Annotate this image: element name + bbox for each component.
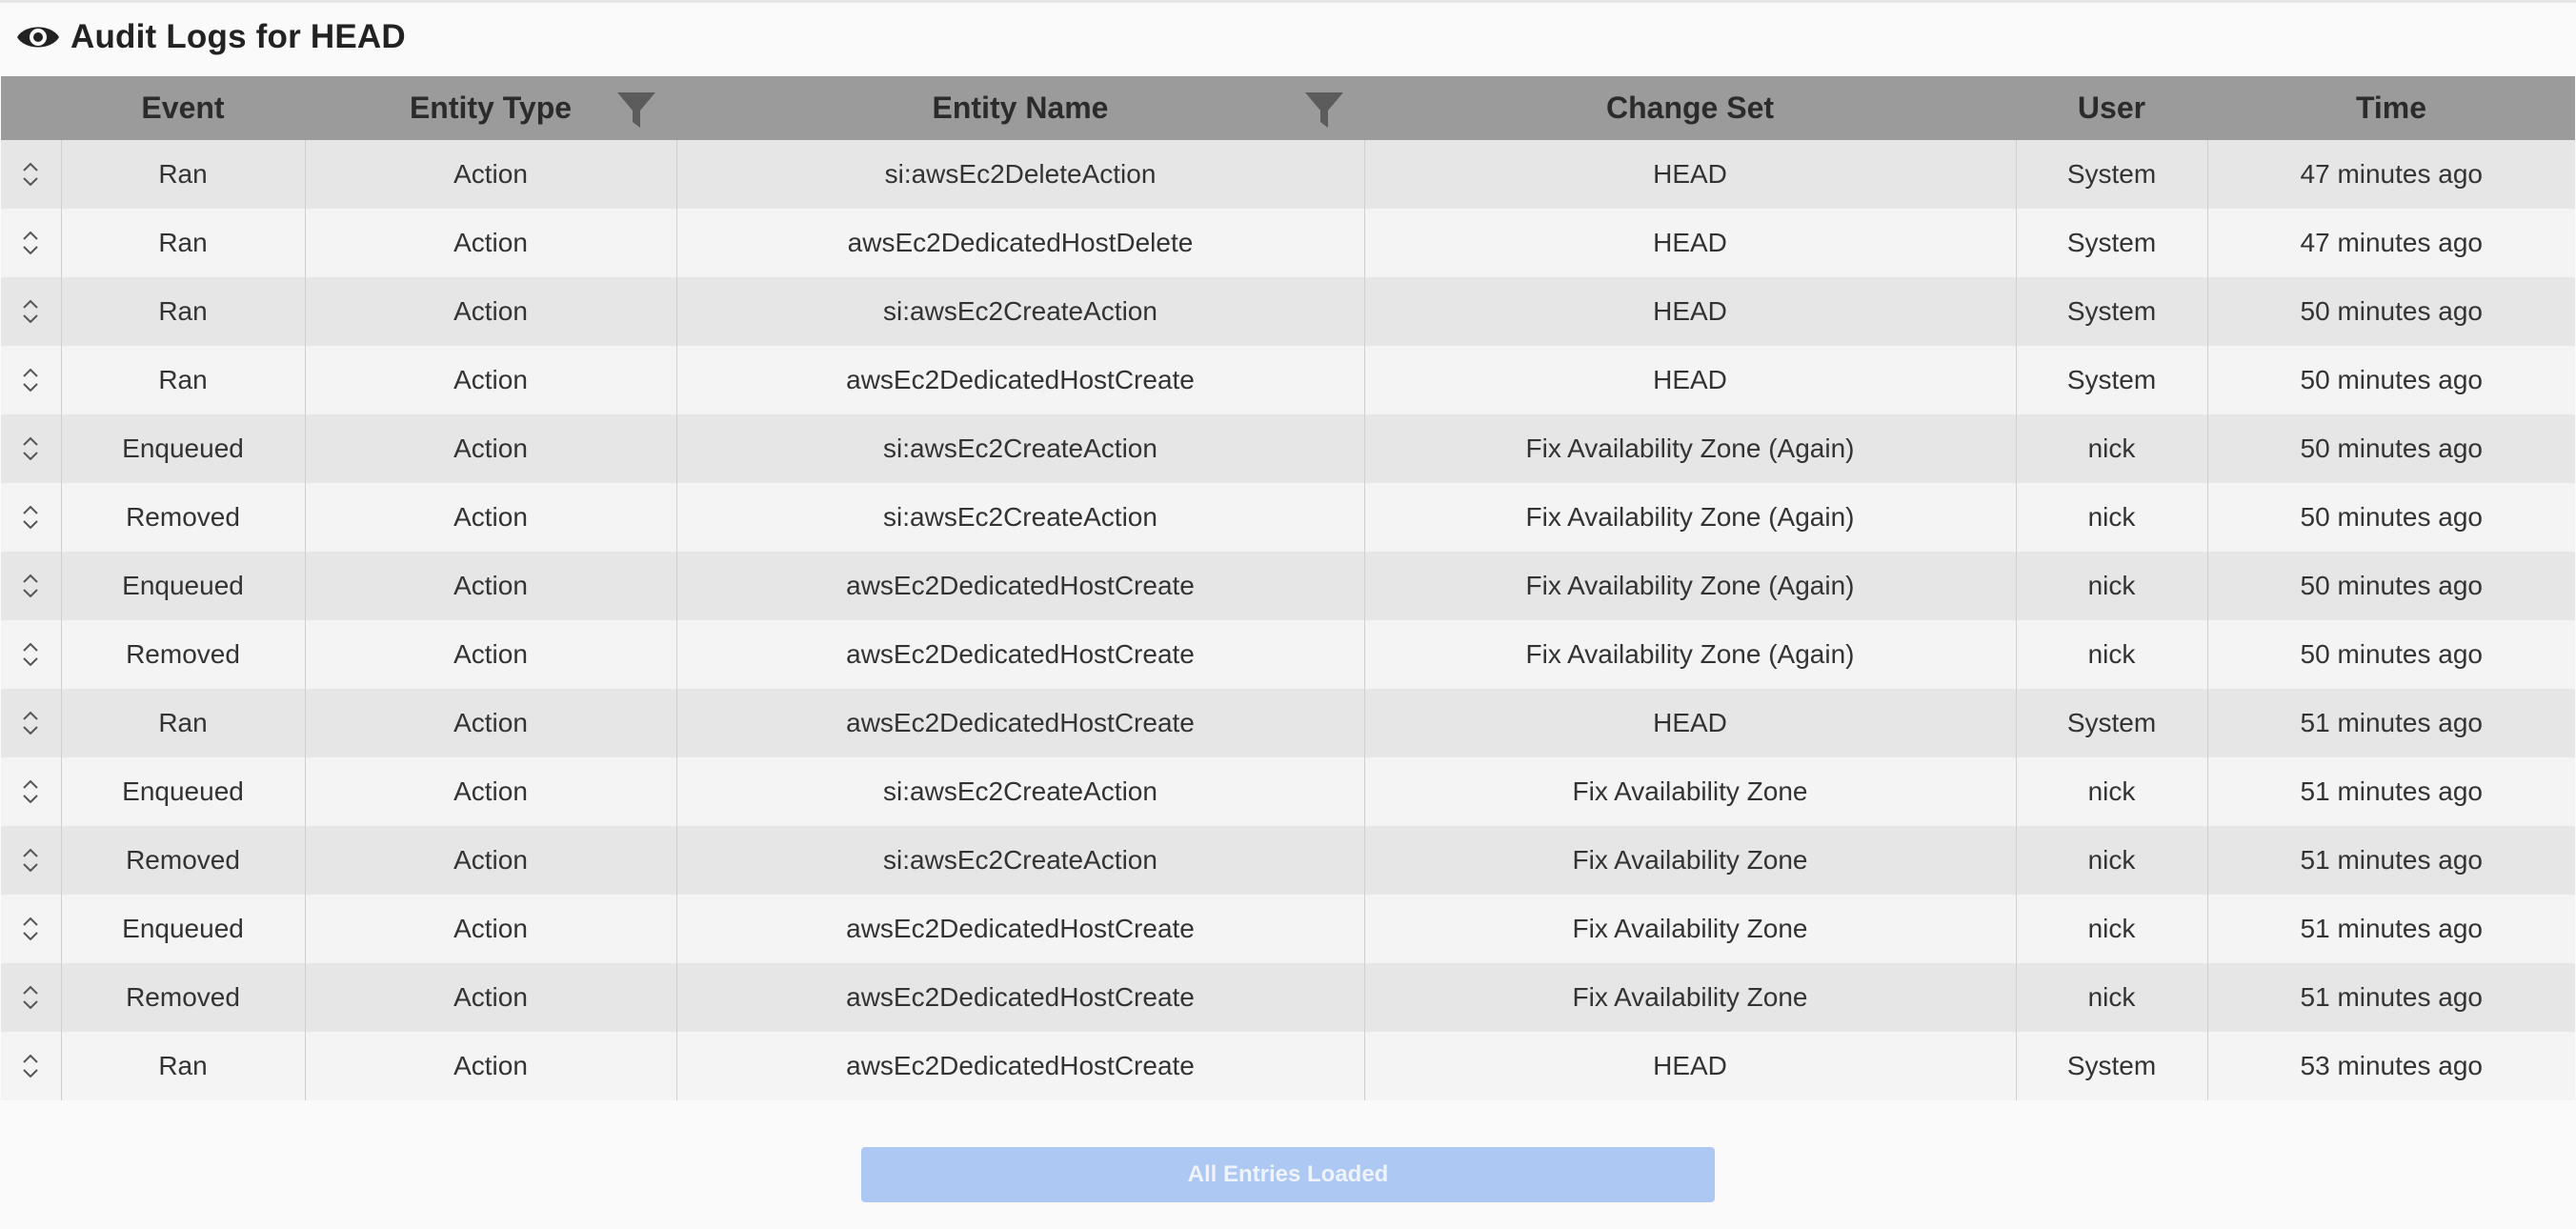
entity-type-cell: Action <box>305 209 676 277</box>
event-cell: Enqueued <box>61 552 305 620</box>
time-cell: 53 minutes ago <box>2300 1051 2483 1080</box>
entity-name-cell: si:awsEc2CreateAction <box>676 414 1364 483</box>
entity-type-cell: Action <box>305 346 676 414</box>
table-row[interactable] <box>1 140 2575 209</box>
change-set-cell: HEAD <box>1364 1032 2016 1100</box>
entity-type-cell: Action <box>305 483 676 552</box>
event-cell: Ran <box>61 689 305 757</box>
entity-name-cell: si:awsEc2CreateAction <box>676 277 1364 346</box>
table-row[interactable] <box>1 414 2575 483</box>
column-header-change-set[interactable]: Change Set <box>1605 91 1775 125</box>
user-cell: nick <box>2016 963 2207 1032</box>
table-row[interactable] <box>1 1032 2575 1100</box>
expand-toggle[interactable] <box>1 826 61 895</box>
expand-toggle[interactable] <box>1 346 61 414</box>
change-set-cell: Fix Availability Zone <box>1364 757 2016 826</box>
table-row[interactable] <box>1 826 2575 895</box>
chevron-up-down-icon[interactable] <box>20 638 41 671</box>
expand-toggle[interactable] <box>1 140 61 209</box>
event-cell: Enqueued <box>61 895 305 963</box>
entity-type-cell: Action <box>305 414 676 483</box>
table-row[interactable] <box>1 895 2575 963</box>
change-set-cell: HEAD <box>1364 346 2016 414</box>
time-cell: 51 minutes ago <box>2300 845 2483 875</box>
page-title: Audit Logs for HEAD <box>70 18 406 55</box>
expand-toggle[interactable] <box>1 277 61 346</box>
user-cell: nick <box>2016 757 2207 826</box>
time-cell: 51 minutes ago <box>2300 982 2483 1012</box>
audit-log-table <box>1 76 2575 1100</box>
time-cell: 50 minutes ago <box>2300 639 2483 669</box>
table-row[interactable] <box>1 963 2575 1032</box>
column-header-user[interactable]: User <box>2077 91 2146 125</box>
eye-icon <box>15 20 61 54</box>
entity-type-cell: Action <box>305 689 676 757</box>
event-cell: Removed <box>61 826 305 895</box>
change-set-cell: HEAD <box>1364 140 2016 209</box>
column-header-expand <box>1 76 61 140</box>
chevron-up-down-icon[interactable] <box>20 295 41 328</box>
chevron-up-down-icon[interactable] <box>20 981 41 1014</box>
time-cell: 50 minutes ago <box>2300 296 2483 326</box>
change-set-cell: Fix Availability Zone <box>1364 963 2016 1032</box>
chevron-up-down-icon[interactable] <box>20 913 41 945</box>
filter-icon[interactable] <box>615 90 657 131</box>
table-row[interactable] <box>1 346 2575 414</box>
chevron-up-down-icon[interactable] <box>20 776 41 808</box>
user-cell: nick <box>2016 826 2207 895</box>
event-cell: Ran <box>61 1032 305 1100</box>
entity-type-cell: Action <box>305 620 676 689</box>
expand-toggle[interactable] <box>1 552 61 620</box>
event-cell: Removed <box>61 963 305 1032</box>
time-cell: 51 minutes ago <box>2300 708 2483 737</box>
event-cell: Removed <box>61 620 305 689</box>
expand-toggle[interactable] <box>1 895 61 963</box>
page-header <box>0 3 2576 71</box>
entity-name-cell: si:awsEc2DeleteAction <box>676 140 1364 209</box>
user-cell: nick <box>2016 620 2207 689</box>
time-cell: 50 minutes ago <box>2300 365 2483 394</box>
entity-name-cell: si:awsEc2CreateAction <box>676 826 1364 895</box>
chevron-up-down-icon[interactable] <box>20 844 41 876</box>
change-set-cell: Fix Availability Zone (Again) <box>1364 483 2016 552</box>
load-more-button[interactable]: All Entries Loaded <box>861 1147 1715 1202</box>
user-cell: System <box>2016 689 2207 757</box>
expand-toggle[interactable] <box>1 209 61 277</box>
entity-name-cell: awsEc2DedicatedHostCreate <box>676 963 1364 1032</box>
chevron-up-down-icon[interactable] <box>20 501 41 534</box>
event-cell: Ran <box>61 277 305 346</box>
entity-name-cell: awsEc2DedicatedHostCreate <box>676 895 1364 963</box>
user-cell: System <box>2016 1032 2207 1100</box>
change-set-cell: HEAD <box>1364 209 2016 277</box>
entity-name-cell: awsEc2DedicatedHostCreate <box>676 346 1364 414</box>
user-cell: nick <box>2016 552 2207 620</box>
time-cell: 47 minutes ago <box>2300 228 2483 257</box>
time-cell: 51 minutes ago <box>2300 914 2483 943</box>
table-row[interactable] <box>1 620 2575 689</box>
change-set-cell: Fix Availability Zone (Again) <box>1364 414 2016 483</box>
event-cell: Removed <box>61 483 305 552</box>
entity-name-cell: awsEc2DedicatedHostCreate <box>676 689 1364 757</box>
user-cell: nick <box>2016 895 2207 963</box>
expand-toggle[interactable] <box>1 1032 61 1100</box>
entity-type-cell: Action <box>305 757 676 826</box>
chevron-up-down-icon[interactable] <box>20 433 41 465</box>
column-header-entity-type[interactable]: Entity Type <box>305 76 676 140</box>
time-cell: 47 minutes ago <box>2300 159 2483 189</box>
event-cell: Ran <box>61 346 305 414</box>
change-set-cell: Fix Availability Zone <box>1364 826 2016 895</box>
expand-toggle[interactable] <box>1 689 61 757</box>
expand-toggle[interactable] <box>1 414 61 483</box>
chevron-up-down-icon[interactable] <box>20 570 41 602</box>
column-header-entity-name[interactable]: Entity Name <box>676 76 1364 140</box>
filter-icon[interactable] <box>1303 90 1345 131</box>
column-header-time[interactable]: Time <box>2355 91 2427 125</box>
column-header-event[interactable]: Event <box>141 91 225 125</box>
entity-type-cell: Action <box>305 963 676 1032</box>
time-cell: 51 minutes ago <box>2300 776 2483 806</box>
table-row[interactable] <box>1 483 2575 552</box>
user-cell: System <box>2016 209 2207 277</box>
chevron-up-down-icon[interactable] <box>20 707 41 739</box>
entity-name-cell: awsEc2DedicatedHostCreate <box>676 552 1364 620</box>
time-cell: 50 minutes ago <box>2300 502 2483 532</box>
table-row[interactable] <box>1 209 2575 277</box>
entity-name-cell: awsEc2DedicatedHostCreate <box>676 1032 1364 1100</box>
event-cell: Ran <box>61 209 305 277</box>
event-cell: Enqueued <box>61 757 305 826</box>
change-set-cell: Fix Availability Zone (Again) <box>1364 552 2016 620</box>
user-cell: System <box>2016 140 2207 209</box>
event-cell: Enqueued <box>61 414 305 483</box>
expand-toggle[interactable] <box>1 483 61 552</box>
table-row[interactable] <box>1 757 2575 826</box>
chevron-up-down-icon[interactable] <box>20 364 41 396</box>
table-row[interactable] <box>1 689 2575 757</box>
user-cell: System <box>2016 346 2207 414</box>
entity-name-cell: awsEc2DedicatedHostCreate <box>676 620 1364 689</box>
expand-toggle[interactable] <box>1 620 61 689</box>
change-set-cell: HEAD <box>1364 277 2016 346</box>
entity-type-cell: Action <box>305 826 676 895</box>
event-cell: Ran <box>61 140 305 209</box>
table-row[interactable] <box>1 552 2575 620</box>
table-header-row <box>1 76 2575 140</box>
change-set-cell: HEAD <box>1364 689 2016 757</box>
change-set-cell: Fix Availability Zone <box>1364 895 2016 963</box>
user-cell: nick <box>2016 483 2207 552</box>
user-cell: nick <box>2016 414 2207 483</box>
time-cell: 50 minutes ago <box>2300 433 2483 463</box>
expand-toggle[interactable] <box>1 757 61 826</box>
entity-name-cell: awsEc2DedicatedHostDelete <box>676 209 1364 277</box>
entity-type-cell: Action <box>305 1032 676 1100</box>
entity-type-cell: Action <box>305 140 676 209</box>
entity-type-cell: Action <box>305 277 676 346</box>
time-cell: 50 minutes ago <box>2300 571 2483 600</box>
chevron-up-down-icon[interactable] <box>20 158 41 191</box>
chevron-up-down-icon[interactable] <box>20 1050 41 1082</box>
user-cell: System <box>2016 277 2207 346</box>
entity-type-cell: Action <box>305 552 676 620</box>
chevron-up-down-icon[interactable] <box>20 227 41 259</box>
expand-toggle[interactable] <box>1 963 61 1032</box>
table-row[interactable] <box>1 277 2575 346</box>
entity-name-cell: si:awsEc2CreateAction <box>676 483 1364 552</box>
entity-type-cell: Action <box>305 895 676 963</box>
entity-name-cell: si:awsEc2CreateAction <box>676 757 1364 826</box>
change-set-cell: Fix Availability Zone (Again) <box>1364 620 2016 689</box>
